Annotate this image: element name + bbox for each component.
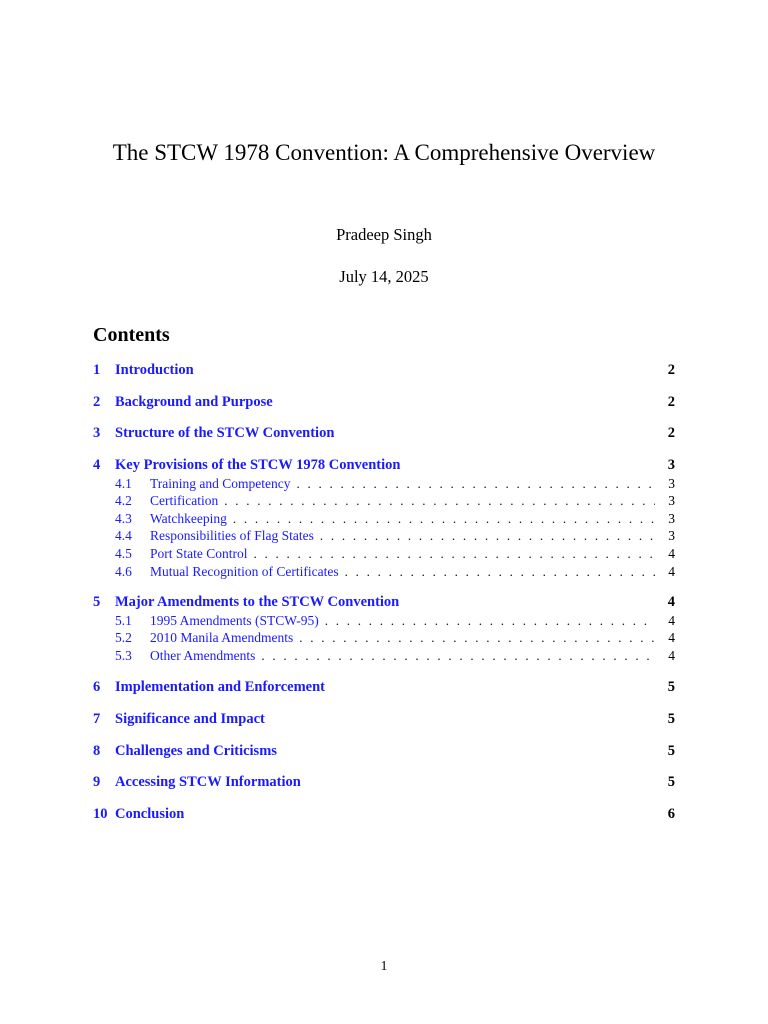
toc-entry-flag-states[interactable] [93,528,675,546]
toc-page: 4 [668,630,675,645]
toc-page: 6 [667,806,675,822]
toc-number: 4.3 [115,511,132,526]
toc-label: Certification [150,493,219,508]
toc-number: 9 [93,774,101,790]
toc-number: 5.3 [115,648,132,663]
toc-label: Watchkeeping [150,511,227,526]
toc-number: 4 [93,457,101,473]
toc-entry-structure[interactable] [93,425,675,443]
toc-page: 3 [668,511,675,526]
toc-page: 5 [667,774,675,790]
toc-page: 4 [668,564,675,579]
toc-entry-conclusion[interactable] [93,806,675,824]
toc-entry-implementation[interactable] [93,679,675,697]
toc-number: 1 [93,362,101,378]
toc-number: 4.4 [115,528,132,543]
toc-label: Introduction [115,362,194,378]
toc-page: 2 [667,394,675,410]
toc-entry-training[interactable] [93,476,675,494]
toc-entry-mutual-recognition[interactable] [93,564,675,582]
toc-leader-dots [320,528,655,544]
toc-label: Other Amendments [150,648,256,663]
toc-entry-port-state-control[interactable] [93,546,675,564]
toc-page: 5 [667,679,675,695]
toc-entry-significance[interactable] [93,711,675,729]
toc-leader-dots [254,546,656,562]
toc-leader-dots [345,564,655,580]
toc-number: 7 [93,711,101,727]
toc-label: Challenges and Criticisms [115,743,277,759]
toc-page: 3 [667,457,675,473]
toc-page: 2 [667,425,675,441]
toc-leader-dots [325,613,655,629]
toc-label: Significance and Impact [115,711,265,727]
toc-label: Key Provisions of the STCW 1978 Convention [115,457,401,473]
toc-label: 2010 Manila Amendments [150,630,294,645]
toc-label: Responsibilities of Flag States [150,528,314,543]
toc-label: Major Amendments to the STCW Convention [115,594,400,610]
toc-number: 2 [93,394,101,410]
toc-page: 4 [668,546,675,561]
toc-leader-dots [233,511,655,527]
toc-entry-key-provisions[interactable] [93,457,675,475]
toc-label: Mutual Recognition of Certificates [150,564,339,579]
document-author: Pradeep Singh [336,225,432,244]
toc-number: 5 [93,594,101,610]
toc-number: 10 [93,806,108,822]
toc-label: Accessing STCW Information [115,774,301,790]
toc-label: 1995 Amendments (STCW-95) [150,613,319,628]
toc-page: 3 [668,476,675,491]
toc-label: Port State Control [150,546,248,561]
toc-label: Conclusion [115,806,185,822]
toc-entry-background[interactable] [93,394,675,412]
toc-number: 5.1 [115,613,132,628]
toc-label: Background and Purpose [115,394,273,410]
toc-leader-dots [296,476,655,492]
toc-label: Structure of the STCW Convention [115,425,335,441]
toc-page: 4 [668,648,675,663]
toc-entry-introduction[interactable] [93,362,675,380]
toc-number: 5.2 [115,630,132,645]
toc-page: 5 [667,743,675,759]
toc-entry-2010-manila[interactable] [93,630,675,648]
toc-entry-1995-amendments[interactable] [93,613,675,631]
toc-label: Training and Competency [150,476,291,491]
toc-number: 4.6 [115,564,132,579]
contents-heading: Contents [93,324,170,346]
toc-number: 3 [93,425,101,441]
toc-leader-dots [261,648,655,664]
document-title: The STCW 1978 Convention: A Comprehensive Overview [112,140,656,165]
toc-page: 4 [668,613,675,628]
toc-entry-challenges[interactable] [93,743,675,761]
toc-number: 4.2 [115,493,132,508]
toc-entry-certification[interactable] [93,493,675,511]
toc-page: 2 [667,362,675,378]
toc-number: 6 [93,679,101,695]
toc-page: 3 [668,493,675,508]
toc-entry-other-amendments[interactable] [93,648,675,666]
toc-label: Implementation and Enforcement [115,679,325,695]
toc-number: 4.5 [115,546,132,561]
toc-entry-major-amendments[interactable] [93,594,675,612]
toc-number: 8 [93,743,101,759]
toc-leader-dots [224,493,655,509]
document-date: July 14, 2025 [339,267,429,286]
toc-page: 4 [667,594,675,610]
toc-page: 3 [668,528,675,543]
toc-leader-dots [299,630,655,646]
toc-entry-accessing-info[interactable] [93,774,675,792]
toc-number: 4.1 [115,476,132,491]
toc-page: 5 [667,711,675,727]
toc-entry-watchkeeping[interactable] [93,511,675,529]
page-number: 1 [380,958,388,973]
